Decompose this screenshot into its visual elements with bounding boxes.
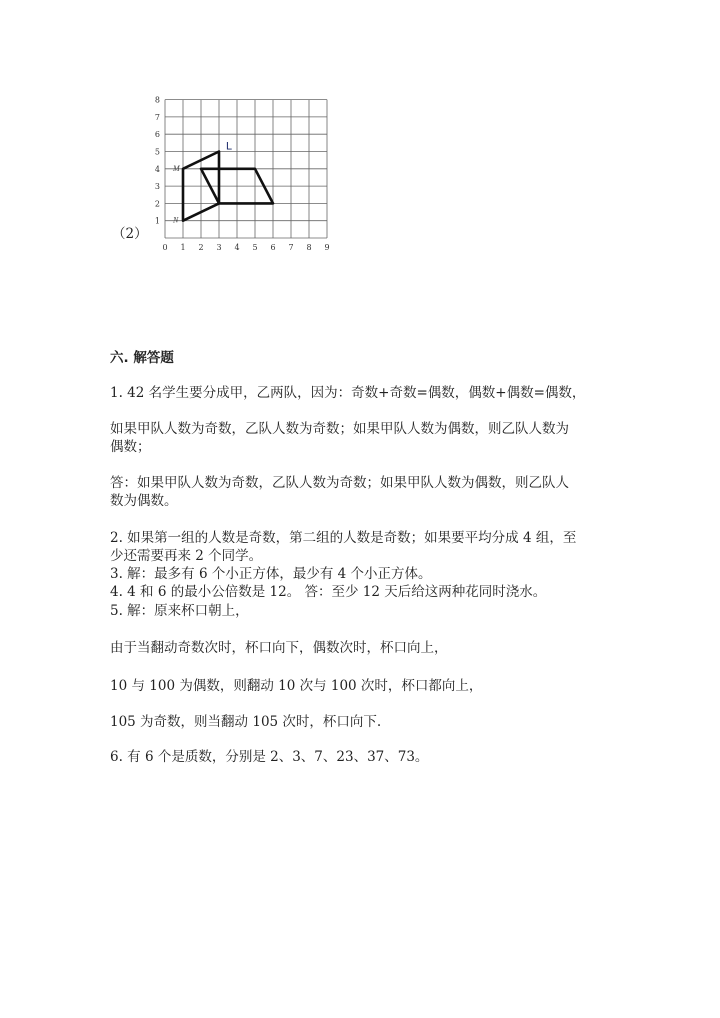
section-title: 六. 解答题 bbox=[110, 350, 174, 366]
answer-line: 6. 有 6 个是质数，分别是 2、3、7、23、37、73。 bbox=[110, 749, 429, 765]
answer-line: 偶数； bbox=[110, 439, 151, 455]
y-tick-label: 2 bbox=[154, 199, 160, 209]
answer-line: 如果甲队人数为奇数，乙队人数为奇数；如果甲队人数为偶数，则乙队人数为 bbox=[110, 421, 569, 437]
point-label: N bbox=[173, 215, 179, 225]
answer-line: 4. 4 和 6 的最小公倍数是 12。 答：至少 12 天后给这两种花同时浇水。 bbox=[110, 584, 547, 600]
x-tick-label: 5 bbox=[252, 243, 258, 252]
answer-line: 数为偶数。 bbox=[110, 493, 178, 509]
x-tick-label: 0 bbox=[162, 243, 168, 252]
y-tick-label: 4 bbox=[154, 164, 160, 174]
answer-line: 3. 解：最多有 6 个小正方体，最少有 4 个小正方体。 bbox=[110, 566, 432, 582]
answer-line: 少还需要再来 2 个同学。 bbox=[110, 548, 263, 564]
x-tick-label: 3 bbox=[216, 243, 222, 252]
x-tick-label: 8 bbox=[306, 243, 312, 252]
answer-line: 1. 42 名学生要分成甲，乙两队，因为：奇数+奇数=偶数，偶数+偶数=偶数， bbox=[110, 385, 586, 401]
y-tick-label: 8 bbox=[154, 95, 160, 105]
y-tick-label: 5 bbox=[154, 147, 160, 157]
x-tick-label: 1 bbox=[180, 243, 186, 252]
point-label: L bbox=[226, 140, 233, 153]
x-tick-label: 2 bbox=[198, 243, 204, 252]
x-tick-label: 9 bbox=[324, 243, 330, 252]
answer-line: 105 为奇数，则当翻动 105 次时，杯口向下. bbox=[110, 714, 382, 730]
coordinate-grid-figure bbox=[150, 92, 340, 252]
answer-line: 由于当翻动奇数次时，杯口向下，偶数次时，杯口向上， bbox=[110, 640, 448, 656]
x-tick-label: 4 bbox=[234, 243, 240, 252]
y-tick-label: 6 bbox=[154, 130, 160, 140]
figure-label: （2） bbox=[112, 226, 148, 242]
point-label: M bbox=[173, 163, 180, 173]
answer-line: 10 与 100 为偶数，则翻动 10 次与 100 次时，杯口都向上， bbox=[110, 678, 483, 694]
x-tick-label: 6 bbox=[270, 243, 276, 252]
y-tick-label: 7 bbox=[154, 112, 160, 122]
answer-line: 2. 如果第一组的人数是奇数，第二组的人数是奇数；如果要平均分成 4 组，至 bbox=[110, 530, 577, 546]
y-tick-label: 1 bbox=[154, 216, 160, 226]
x-tick-label: 7 bbox=[288, 243, 294, 252]
y-tick-label: 3 bbox=[154, 182, 160, 192]
answer-line: 答：如果甲队人数为奇数，乙队人数为奇数；如果甲队人数为偶数，则乙队人 bbox=[110, 475, 569, 491]
answer-line: 5. 解：原来杯口朝上， bbox=[110, 603, 249, 619]
